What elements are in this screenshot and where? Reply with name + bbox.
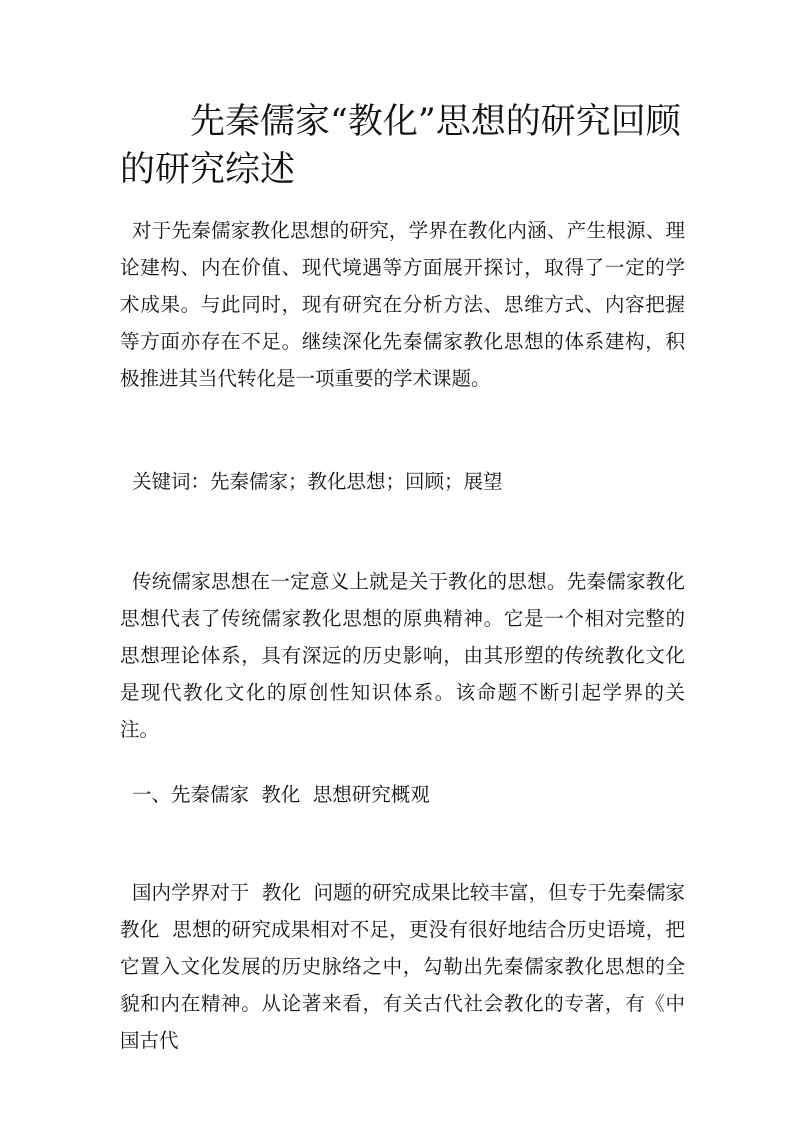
keywords-line: 关键词：先秦儒家；教化思想；回顾；展望 [132, 470, 503, 493]
abstract-paragraph: 对于先秦儒家教化思想的研究，学界在教化内涵、产生根源、理论建构、内在价值、现代境遇等方面展开探讨，取得了一定的学术成果。与此同时，现有研究在分析方法、思维方式、内容把握等方面亦存在不足。继续深化先秦儒家教化思想的体系建构，积极推进其当代转化是一项重要的学术课题。 [120, 219, 685, 390]
document-title: 先秦儒家“教化”思想的研究回顾的研究综述 [120, 102, 681, 190]
section-body-paragraph: 国内学界对于 教化 问题的研究成果比较丰富，但专于先秦儒家 教化 思想的研究成果相对不足，更没有很好地结合历史语境，把它置入文化发展的历史脉络之中，勾勒出先秦儒家教化思想的全貌和内在精神。从论著来看，有关古代社会教化的专著，有《中国古代 [120, 881, 698, 1052]
intro-paragraph: 传统儒家思想在一定意义上就是关于教化的思想。先秦儒家教化思想代表了传统儒家教化思想的原典精神。它是一个相对完整的思想理论体系，具有深远的历史影响，由其形塑的传统教化文化是现代教化文化的原创性知识体系。该命题不断引起学界的关注。 [120, 570, 685, 741]
section-heading: 一、先秦儒家 教化 思想研究概观 [132, 783, 430, 806]
